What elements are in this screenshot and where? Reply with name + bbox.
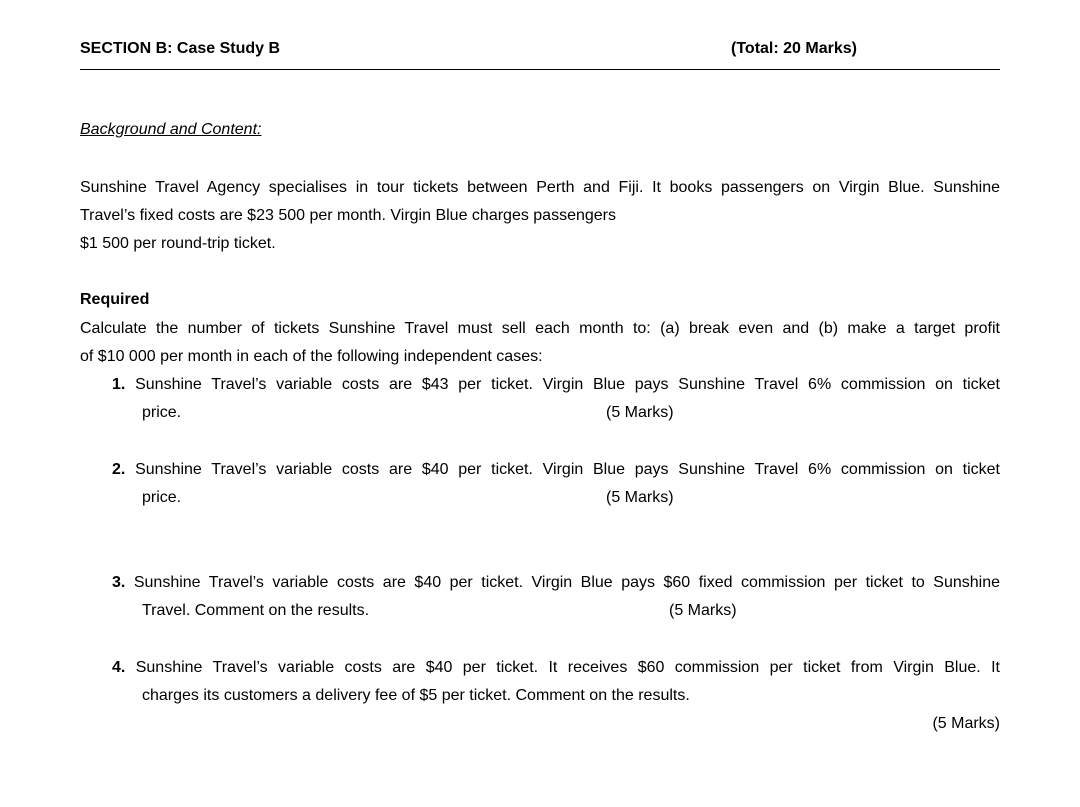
question-text-cont: Travel. Comment on the results. bbox=[142, 602, 370, 619]
question-item-2 bbox=[112, 456, 1000, 512]
section-title: SECTION B: Case Study B bbox=[80, 40, 281, 57]
question-marks: (5 Marks) bbox=[606, 489, 674, 506]
background-line: Sunshine Travel Agency specialises in tour tickets between Perth and Fiji. It books passengers on Virgin Blue. Sunshine bbox=[80, 179, 1000, 196]
question-continuation bbox=[112, 399, 1000, 427]
question-number: 4. bbox=[112, 659, 126, 676]
question-item-1 bbox=[112, 371, 1000, 427]
question-line bbox=[112, 654, 1000, 682]
required-line: Calculate the number of tickets Sunshine Travel must sell each month to: (a) break even and (b) make a target profit bbox=[80, 320, 1000, 337]
question-line bbox=[112, 371, 1000, 399]
question-continuation bbox=[112, 484, 1000, 512]
question-text: Sunshine Travel’s variable costs are $43 per ticket. Virgin Blue pays Sunshine Travel 6% commission on ticket bbox=[135, 376, 1000, 393]
required-paragraph bbox=[80, 315, 1000, 371]
header-divider bbox=[80, 69, 1000, 70]
question-number: 3. bbox=[112, 574, 126, 591]
question-number: 2. bbox=[112, 461, 126, 478]
background-paragraph bbox=[80, 174, 1000, 258]
question-continuation bbox=[112, 682, 1000, 710]
question-item-4 bbox=[112, 654, 1000, 738]
question-number: 1. bbox=[112, 376, 126, 393]
question-text: Sunshine Travel’s variable costs are $40 per ticket. Virgin Blue pays Sunshine Travel 6% commission on ticket bbox=[135, 461, 1000, 478]
question-line bbox=[112, 456, 1000, 484]
background-heading: Background and Content: bbox=[80, 121, 262, 138]
question-text: Sunshine Travel’s variable costs are $40 per ticket. It receives $60 commission per ticket from Virgin Blue. It bbox=[135, 659, 1000, 676]
total-marks: (Total: 20 Marks) bbox=[731, 40, 857, 57]
question-continuation bbox=[112, 597, 1000, 625]
required-heading: Required bbox=[80, 291, 150, 308]
background-line: Travel’s fixed costs are $23 500 per month. Virgin Blue charges passengers bbox=[80, 207, 616, 224]
question-item-3 bbox=[112, 569, 1000, 625]
question-text: Sunshine Travel’s variable costs are $40 per ticket. Virgin Blue pays $60 fixed commission per ticket to Sunshine bbox=[133, 574, 1001, 591]
question-text-cont: price. bbox=[142, 489, 182, 506]
question-marks: (5 Marks) bbox=[669, 602, 737, 619]
question-marks: (5 Marks) bbox=[932, 715, 1000, 732]
background-line: $1 500 per round-trip ticket. bbox=[80, 235, 276, 252]
question-marks: (5 Marks) bbox=[606, 404, 674, 421]
question-text-cont: charges its customers a delivery fee of $5 per ticket. Comment on the results. bbox=[142, 687, 690, 704]
question-line bbox=[112, 569, 1000, 597]
required-line: of $10 000 per month in each of the following independent cases: bbox=[80, 348, 543, 365]
question-text-cont: price. bbox=[142, 404, 182, 421]
